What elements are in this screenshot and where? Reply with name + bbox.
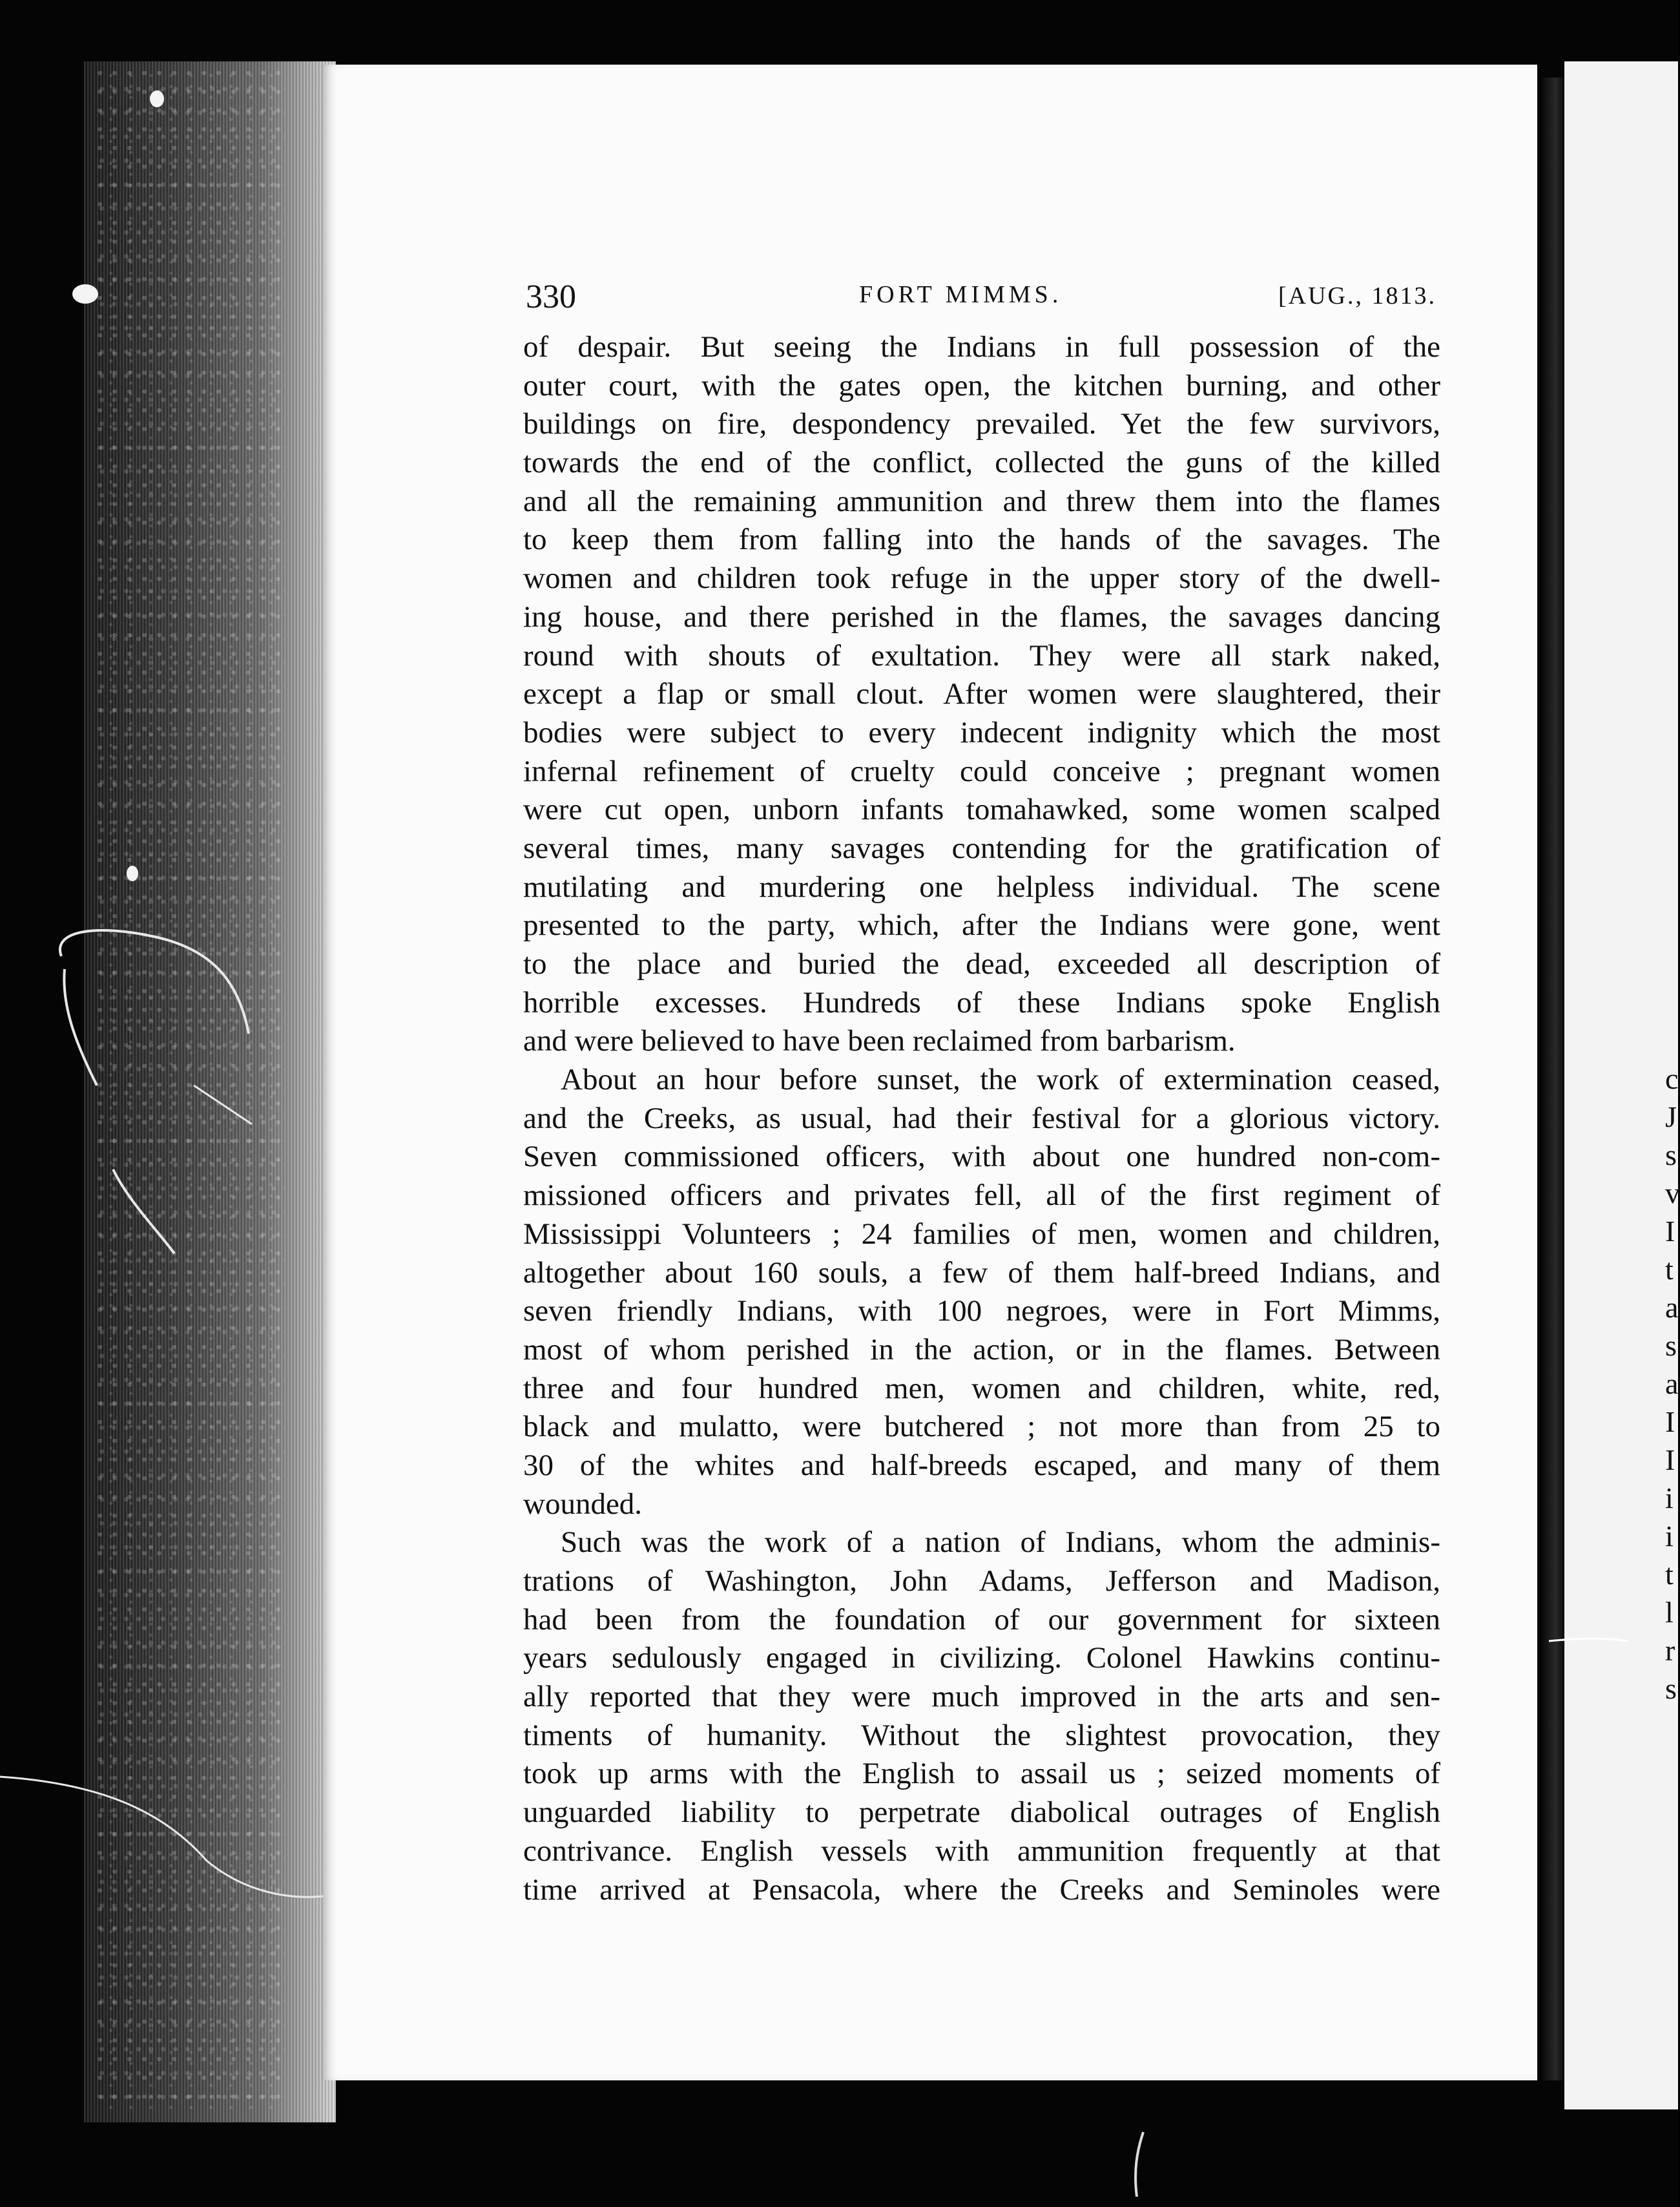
fragment-letter: a: [1665, 1291, 1679, 1324]
right-page-fragments: [1665, 1060, 1678, 1708]
text-line: timents of humanity. Without the slightest provocation, they: [523, 1718, 1440, 1752]
text-line: to keep them from falling into the hands of the savages. The: [523, 523, 1440, 557]
text-line: Mississippi Volunteers ; 24 families of men, women and children,: [523, 1217, 1440, 1251]
text-line: except a flap or small clout. After women were slaughtered, their: [523, 677, 1440, 711]
text-line: About an hour before sunset, the work of extermination ceased,: [561, 1063, 1440, 1097]
text-line: buildings on fire, despondency prevailed. Yet the few survivors,: [523, 407, 1440, 441]
text-line: altogether about 160 souls, a few of them half-breed Indians, and: [523, 1255, 1440, 1290]
text-line: bodies were subject to every indecent indignity which the most: [523, 715, 1440, 749]
fragment-letter: a: [1665, 1367, 1679, 1400]
fragment-letter: c: [1665, 1062, 1679, 1095]
fragment-letter: J: [1665, 1100, 1677, 1133]
text-line: Such was the work of a nation of Indians, whom the adminis-: [561, 1525, 1440, 1560]
text-line: took up arms with the English to assail us ; seized moments of: [523, 1757, 1440, 1791]
page-text-block: [523, 270, 1440, 1909]
fragment-letter: v: [1665, 1177, 1680, 1209]
text-line: women and children took refuge in the upper story of the dwell-: [523, 561, 1440, 596]
text-line: horrible excesses. Hundreds of these Indians spoke English: [523, 985, 1440, 1020]
text-line: unguarded liability to perpetrate diabolical outrages of English: [523, 1795, 1440, 1830]
text-line: most of whom perished in the action, or in the flames. Between: [523, 1332, 1440, 1366]
text-line: presented to the party, which, after the Indians were gone, went: [523, 908, 1440, 943]
text-line: mutilating and murdering one helpless individual. The scene: [523, 870, 1440, 904]
text-line: years sedulously engaged in civilizing. Colonel Hawkins continu-: [523, 1641, 1440, 1675]
fragment-letter: I: [1665, 1215, 1675, 1248]
text-line: time arrived at Pensacola, where the Creeks and Seminoles were: [523, 1872, 1440, 1907]
paragraph-3: [523, 1523, 1440, 1909]
text-line: of despair. But seeing the Indians in full possession of the: [523, 330, 1440, 364]
text-line: Seven commissioned officers, with about one hundred non-com-: [523, 1140, 1440, 1174]
fragment-letter: s: [1665, 1138, 1677, 1171]
fragment-letter: I: [1665, 1443, 1675, 1476]
fragment-letter: t: [1665, 1558, 1674, 1591]
fragment-letter: i: [1665, 1520, 1674, 1553]
fragment-letter: r: [1665, 1634, 1675, 1667]
text-line: black and mulatto, were butchered ; not more than from 25 to: [523, 1410, 1440, 1444]
fragment-letter: s: [1665, 1672, 1677, 1705]
text-line: several times, many savages contending for the gratification of: [523, 831, 1440, 865]
text-line: seven friendly Indians, with 100 negroes, were in Fort Mimms,: [523, 1294, 1440, 1328]
text-line: towards the end of the conflict, collected the guns of the killed: [523, 446, 1440, 480]
text-line: had been from the foundation of our government for sixteen: [523, 1602, 1440, 1637]
text-line: and the Creeks, as usual, had their festival for a glorious victory.: [523, 1101, 1440, 1135]
text-line: infernal refinement of cruelty could conceive ; pregnant women: [523, 754, 1440, 788]
page-number: 330: [526, 278, 576, 315]
running-title: FORT MIMMS.: [859, 281, 1063, 308]
fragment-letter: l: [1665, 1596, 1674, 1629]
text-line: contrivance. English vessels with ammunition frequently at that: [523, 1834, 1440, 1868]
text-line: round with shouts of exultation. They were all stark naked,: [523, 638, 1440, 673]
text-line: to the place and buried the dead, exceeded all description of: [523, 947, 1440, 981]
text-line: and all the remaining ammunition and threw them into the flames: [523, 484, 1440, 518]
text-line: trations of Washington, John Adams, Jefferson and Madison,: [523, 1564, 1440, 1598]
text-line: missioned officers and privates fell, all of the first regiment of: [523, 1178, 1440, 1213]
paragraph-2: [523, 1061, 1440, 1523]
text-line: wounded.: [523, 1487, 643, 1521]
text-line: ing house, and there perished in the flames, the savages dancing: [523, 600, 1440, 634]
fragment-letter: s: [1665, 1329, 1677, 1362]
paragraph-1: [523, 328, 1440, 1061]
fragment-letter: I: [1665, 1405, 1675, 1438]
text-line: ally reported that they were much improved in the arts and sen-: [523, 1680, 1440, 1714]
text-line: and were believed to have been reclaimed from barbarism.: [523, 1024, 1236, 1058]
fragment-letter: i: [1665, 1481, 1674, 1514]
text-line: 30 of the whites and half-breeds escaped, and many of them: [523, 1448, 1440, 1482]
text-line: outer court, with the gates open, the kitchen burning, and other: [523, 368, 1440, 403]
text-line: were cut open, unborn infants tomahawked, some women scalped: [523, 793, 1440, 827]
header-date: [AUG., 1813.: [1278, 282, 1436, 309]
body-text: [523, 328, 1440, 1909]
page-header: [523, 270, 1440, 315]
fragment-letter: t: [1665, 1253, 1674, 1286]
text-line: three and four hundred men, women and children, white, red,: [523, 1371, 1440, 1405]
